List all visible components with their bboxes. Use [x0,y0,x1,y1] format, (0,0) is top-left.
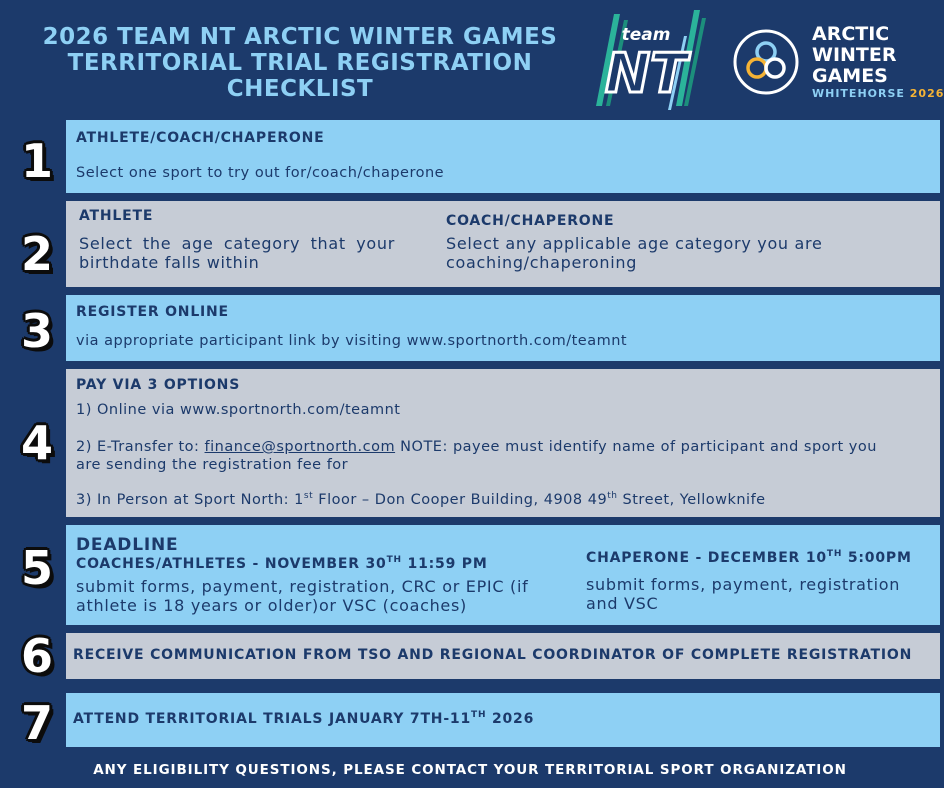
title-line-3: CHECKLIST [226,76,374,102]
step-1-heading: ATHLETE/COACH/CHAPERONE [76,130,325,146]
ordinal-suffix: TH [471,710,487,720]
step-2-number: 2 [20,227,53,281]
step-4-option-3-address: Floor – Don Cooper Building, 4908 49 [313,492,608,508]
team-nt-logo [588,6,708,110]
step-7-panel [66,693,940,747]
ordinal-suffix: TH [386,555,402,565]
step-5-coach-text: submit forms, payment, registration, CRC or EPIC (if athlete is 18 years or older)or VSC (coaches) [76,577,529,615]
step-5-chaperone-heading [586,550,912,566]
step-6-heading: RECEIVE COMMUNICATION FROM TSO AND REGIONAL COORDINATOR OF COMPLETE REGISTRATION [73,647,913,663]
trials-dates: ATTEND TERRITORIAL TRIALS JANUARY 7TH-11 [73,711,472,727]
step-4-option-3 [76,492,766,508]
step-4-option-2-note: NOTE: payee must identify name of participant and sport you [395,439,877,455]
awg-city: WHITEHORSE [812,87,905,100]
step-5-number: 5 [20,541,53,595]
step-3-panel [66,295,940,361]
logo-team-text: team [621,25,671,45]
chaperone-deadline-date: CHAPERONE - DECEMBER 10 [586,550,827,566]
title-line-1: 2026 TEAM NT ARCTIC WINTER GAMES [42,24,558,50]
awg-location [812,87,944,101]
step-4-option-3-city: Street, Yellowknife [617,492,766,508]
coach-deadline-time: 11:59 PM [401,556,488,572]
step-4-option-2-line-2: are sending the registration fee for [76,457,349,473]
step-5-chaperone-text: submit forms, payment, registration and VSC [586,575,901,613]
step-6-panel [66,633,940,679]
step-4-number: 4 [20,416,53,470]
ordinal-suffix: th [607,491,618,501]
step-4-option-3-prefix: 3) In Person at Sport North: 1 [76,492,304,508]
step-1-text: Select one sport to try out for/coach/chaperone [76,165,445,181]
step-3-text: via appropriate participant link by visiting www.sportnorth.com/teamnt [76,333,628,349]
awg-emblem-icon [732,28,800,96]
step-2-panel [66,201,940,287]
awg-word-winter: WINTER [812,44,897,66]
step-5-heading: DEADLINE [76,535,179,555]
step-3-number: 3 [20,304,53,358]
step-3-heading: REGISTER ONLINE [76,304,229,320]
step-7-heading [73,711,534,727]
chaperone-deadline-time: 5:00PM [842,550,912,566]
step-1-panel [66,120,940,193]
step-4-option-2-prefix: 2) E-Transfer to: [76,439,205,455]
step-2-athlete-text: Select the age category that your birthdate falls within [79,234,395,272]
step-2-athlete-heading: ATHLETE [79,208,154,224]
awg-logo [732,23,944,100]
awg-word-arctic: ARCTIC [812,23,890,45]
step-4-option-2 [76,439,877,455]
ordinal-suffix: st [303,491,314,501]
awg-year: 2026 [909,87,944,100]
step-7-number: 7 [20,696,53,750]
trials-year: 2026 [486,711,535,727]
title-line-2: TERRITORIAL TRIAL REGISTRATION [67,50,533,76]
step-4-heading: PAY VIA 3 OPTIONS [76,377,241,393]
coach-deadline-date: COACHES/ATHLETES - NOVEMBER 30 [76,556,387,572]
logo-nt-text: NT [604,42,688,105]
finance-email-link[interactable]: finance@sportnorth.com [204,439,396,455]
step-5-coach-heading [76,556,488,572]
step-1-number: 1 [20,134,53,188]
step-5-panel [66,525,940,625]
step-2-coach-text: Select any applicable age category you are coaching/chaperoning [446,234,823,272]
step-4-panel [66,369,940,517]
step-4-option-1: 1) Online via www.sportnorth.com/teamnt [76,402,401,418]
footer-note: ANY ELIGIBILITY QUESTIONS, PLEASE CONTACT YOUR TERRITORIAL SPORT ORGANIZATION [93,762,847,778]
ordinal-suffix: TH [826,549,843,559]
page-title [30,24,570,102]
awg-word-games: GAMES [812,65,888,87]
step-2-coach-heading: COACH/CHAPERONE [446,213,615,229]
step-6-number: 6 [20,629,53,683]
awg-wordmark [812,24,944,101]
